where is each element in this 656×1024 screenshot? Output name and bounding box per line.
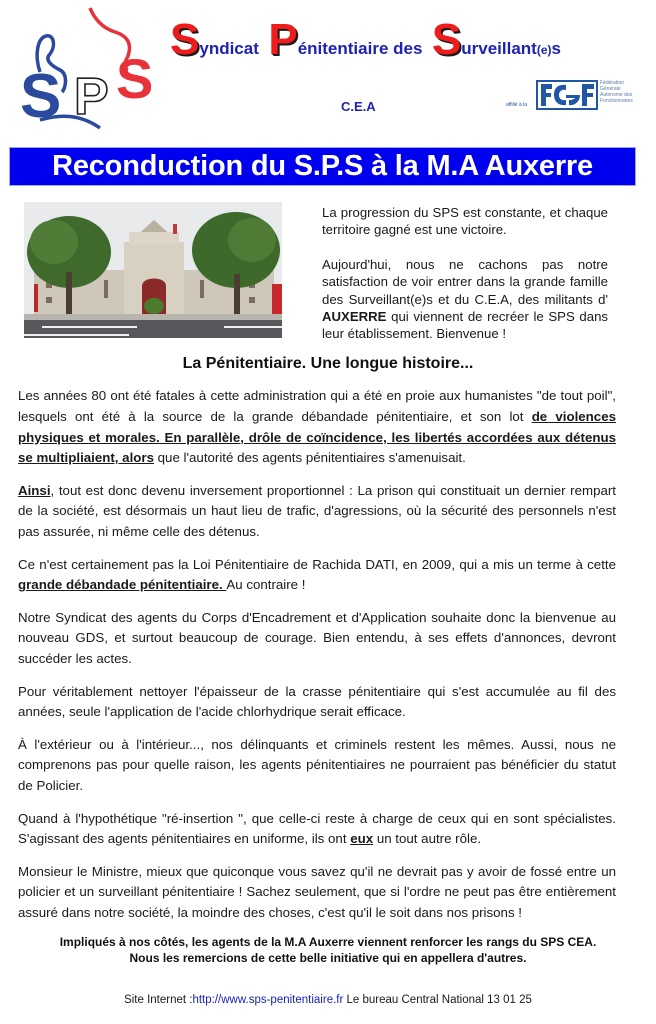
intro-text-run: qui viennent de recréer le SPS dans leur établissement. Bienvenue ! — [322, 309, 608, 342]
affiliation-line: Fonctionnaires — [600, 98, 633, 104]
subtitle-cea: C.E.A — [341, 99, 376, 114]
body-paragraph — [18, 555, 616, 597]
intro-paragraph-1: La progression du SPS est constante, et chaque territoire gagné est une victoire. — [322, 205, 608, 238]
union-name — [170, 15, 650, 68]
text-run: , tout est donc devenu inversement proportionnel : La prison qui constituait un dernier rempart de la société, est désormais un haut lieu de trafic, d'agressions, où la sécurité des personnels n'est pas assurée, ni même celle des détenus. — [18, 482, 616, 540]
prison-photo — [24, 202, 282, 338]
logo-letter-s1: S — [20, 62, 62, 131]
intro-text — [322, 204, 608, 360]
intro-bold-auxerre: AUXERRE — [322, 309, 387, 325]
union-initial-p: P — [268, 15, 298, 64]
union-initial-s: S — [170, 15, 200, 64]
footer — [0, 994, 656, 1006]
section-title: La Pénitentiaire. Une longue histoire... — [182, 355, 474, 372]
logo-letter-s2: S — [116, 47, 154, 110]
title-banner — [9, 147, 636, 186]
website-link[interactable]: http://www.sps-penitentiaire.fr — [192, 994, 344, 1006]
article-body — [18, 386, 616, 936]
text-run: que l'autorité des agents pénitentiaires s'amenuisait. — [153, 450, 466, 466]
body-paragraph: Monsieur le Ministre, mieux que quiconque vous savez qu'il ne devrait pas y avoir de fossé entre un policier et un surveillant pénitentiaire ! Sachez seulement, que si l'ordre ne peut pas être entièrement assuré dans notre société, la moindre des choses, c'est qu'il le soit dans nos prisons ! — [18, 863, 616, 921]
union-word-suffix: s — [551, 39, 561, 58]
text-run: Les années 80 ont été fatales à cette administration qui a été en proie aux humanistes "de tout poil", lesquels ont été à la source de la grande débandade pénitentiaire, et son lot — [18, 388, 616, 424]
body-paragraph — [18, 809, 616, 851]
sps-logo — [10, 2, 160, 137]
text-run: Au contraire ! — [226, 577, 306, 593]
logo-letter-p: P — [74, 68, 109, 126]
intro-text-run: Aujourd'hui, nous ne cachons pas notre satisfaction de voir entrer dans la grande famille des Surveillant(e)s et du C.E.A, des militants d' — [322, 256, 608, 307]
affiliation-line: Fédération — [600, 80, 624, 86]
fgaf-logo-icon — [536, 80, 598, 110]
closing-line-1: Impliqués à nos côtés, les agents de la M.A Auxerre viennent renforcer les rangs du SPS CEA. — [59, 935, 597, 949]
union-word-syndicat: yndicat — [199, 39, 259, 58]
affiliation-line: Générale — [600, 86, 621, 92]
affiliation-logo — [506, 78, 654, 114]
emphasis-underlined: de violences physiques et morales. En parallèle, drôle de coïncidence, les libertés accordées aux détenus se multipliaient, alors — [18, 408, 616, 466]
emphasis-underlined: eux — [350, 831, 374, 847]
intro-paragraph-2 — [322, 256, 608, 343]
text-run: Ce n'est certainement pas la Loi Pénitentiaire de Rachida DATI, en 2009, qui a mis un terme à cette — [18, 556, 616, 572]
emphasis-underlined: grande débandade pénitentiaire. — [18, 577, 227, 593]
body-paragraph: Pour véritablement nettoyer l'épaisseur de la crasse pénitentiaire qui s'est accumulée au fil des années, seule l'application de l'acide chlorhydrique serait efficace. — [18, 683, 616, 720]
union-word-surveillant: urveillant — [461, 39, 537, 58]
body-paragraph: À l'extérieur ou à l'intérieur..., nos délinquants et criminels restent les mêmes. Aussi, nous ne comprenons pas pour quelle raison, les agents pénitentiaires ne pourraient pas bénéficier du statut de Policier. — [18, 736, 616, 794]
union-word-penitentiaire: énitentiaire des — [297, 39, 423, 58]
body-paragraph: Notre Syndicat des agents du Corps d'Encadrement et d'Application souhaite donc la bienvenue au nouveau GDS, et surtout beaucoup de courage. Bien entendu, à ses effets d'annonces, devront succéder les actes. — [18, 609, 616, 667]
text-run: un tout autre rôle. — [373, 831, 482, 847]
closing-statement — [0, 934, 656, 966]
body-paragraph — [18, 386, 616, 469]
affiliation-name — [600, 80, 655, 104]
union-word-suffix-small: (e) — [536, 43, 552, 57]
sps-logo-icon — [10, 2, 160, 137]
footer-prefix: Site Internet : — [124, 994, 193, 1006]
emphasis-underlined: Ainsi — [18, 482, 51, 498]
body-paragraph — [18, 481, 616, 543]
page-title: Reconduction du S.P.S à la M.A Auxerre — [52, 150, 593, 182]
prison-building-photo-icon — [24, 202, 282, 338]
union-initial-s2: S — [431, 15, 462, 64]
closing-line-2: Nous les remercions de cette belle initiative qui en appellera d'autres. — [129, 951, 527, 965]
text-run: Quand à l'hypothétique "ré-insertion ", que celle-ci reste à charge de ceux qui en sont spécialistes. S'agissant des agents pénitentiaires en uniforme, ils ont — [18, 810, 616, 847]
affiliation-prefix: affilié à la — [506, 102, 528, 108]
footer-suffix: Le bureau Central National 13 01 25 — [343, 994, 532, 1006]
affiliation-line: Autonome des — [600, 92, 633, 98]
